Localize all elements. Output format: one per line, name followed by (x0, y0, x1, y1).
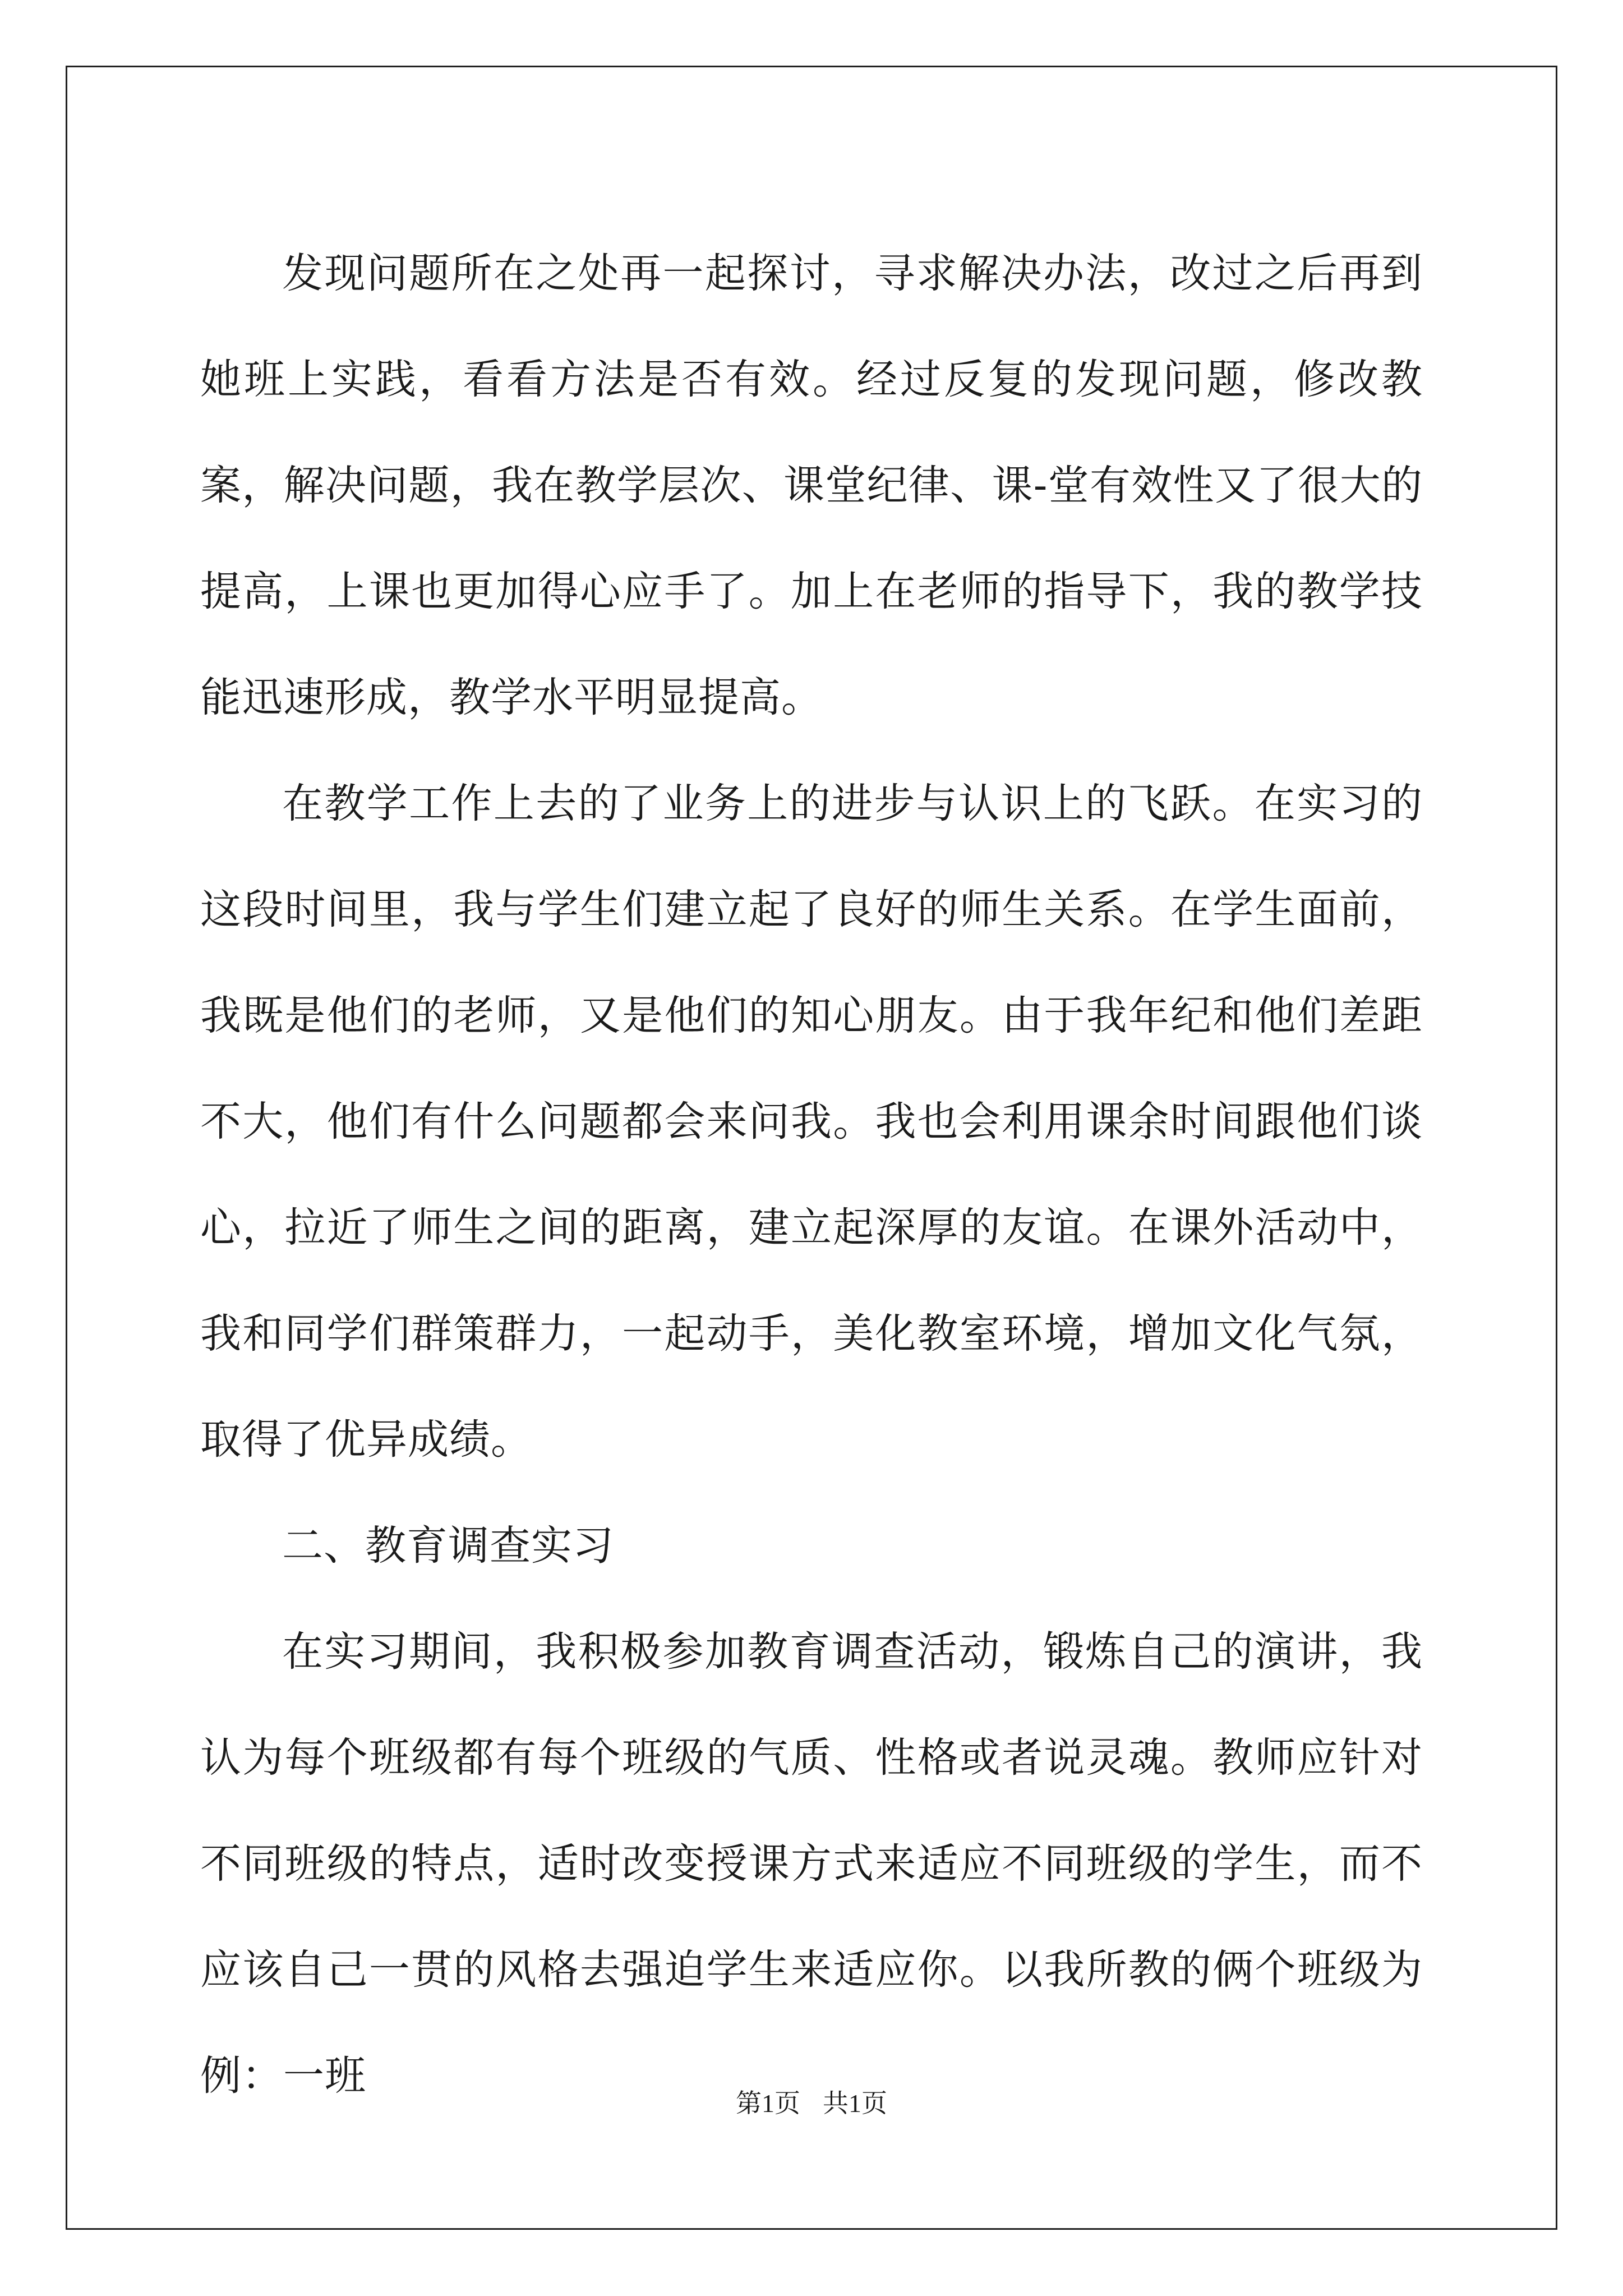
paragraph: 发现问题所在之处再一起探讨，寻求解决办法，改过之后再到她班上实践，看看方法是否有效。经过反复的发现问题，修改教案，解决问题，我在教学层次、课堂纪律、课-堂有效性又了很大的提高，上课也更加得心应手了。加上在老师的指导下，我的教学技能迅速形成，教学水平明显提高。 (200, 250, 1423, 721)
section-heading: 二、教育调查实习 (282, 1522, 614, 1570)
page-footer (0, 2087, 1623, 2120)
document-body (200, 220, 1423, 2129)
paragraph: 在教学工作上去的了业务上的进步与认识上的飞跃。在实习的这段时间里，我与学生们建立起了良好的师生关系。在学生面前，我既是他们的老师，又是他们的知心朋友。由于我年纪和他们差距不大，他们有什么问题都会来问我。我也会利用课余时间跟他们谈心，拉近了师生之间的距离，建立起深厚的友谊。在课外活动中，我和同学们群策群力，一起动手，美化教室环境，增加文化气氛，取得了优异成绩。 (200, 780, 1423, 1464)
page-total: 共1页 (823, 2089, 887, 2118)
paragraph: 在实习期间，我积极参加教育调查活动，锻炼自己的演讲，我认为每个班级都有每个班级的气质、性格或者说灵魂。教师应针对不同班级的特点，适时改变授课方式来适应不同班级的学生，而不应该自己一贯的风格去强迫学生来适应你。以我所教的俩个班级为例：一班 (200, 1628, 1423, 2100)
page-number: 第1页 (736, 2089, 800, 2118)
